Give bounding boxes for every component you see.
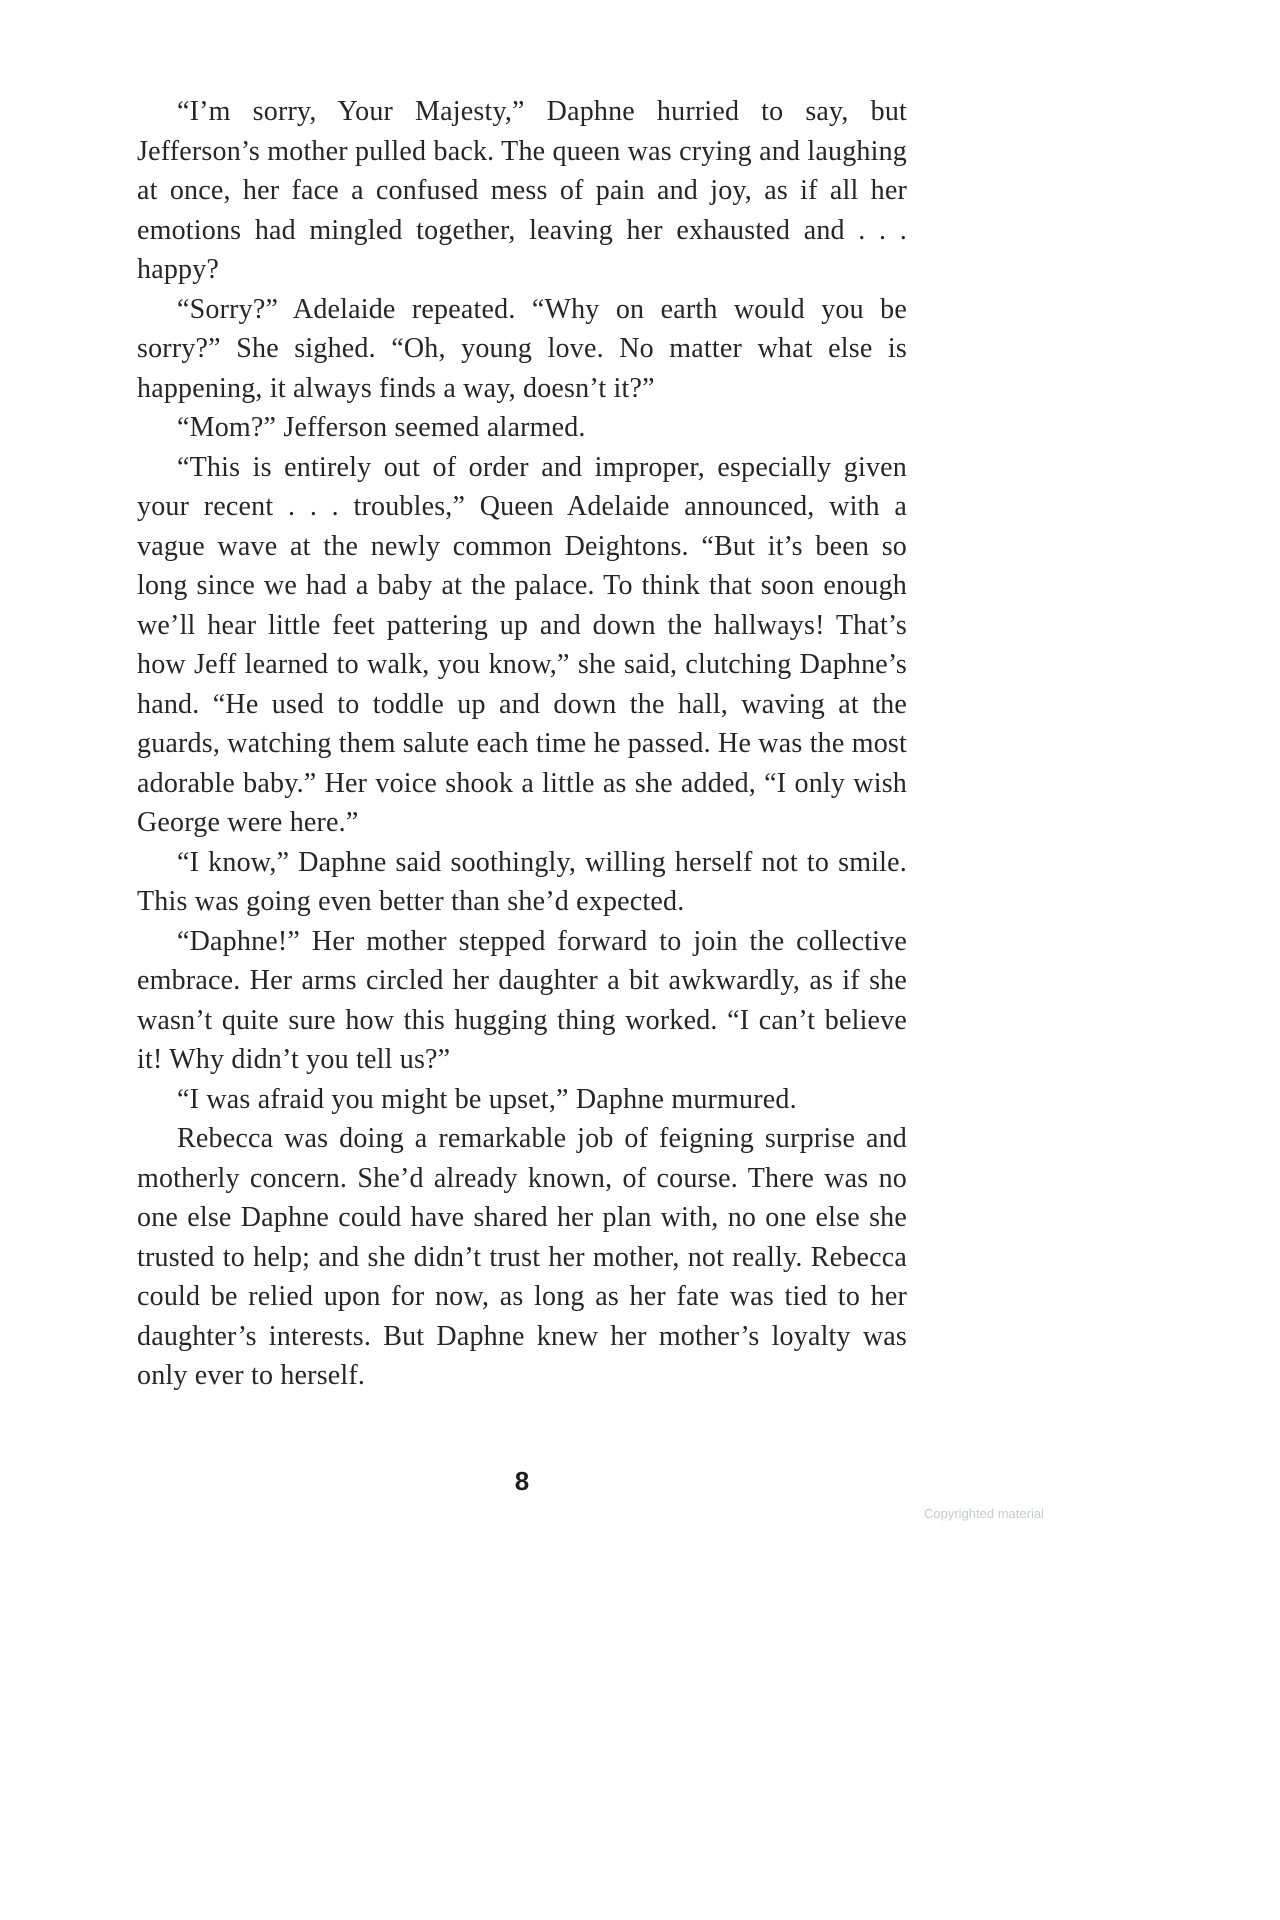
paragraph: “This is entirely out of order and improper, especially given your recent . . . troubles,” Queen Adelaide announced, with a vague wave at the newly common Deightons. “But it’s been so long since we had a baby at the palace. To think that soon enough we’ll hear little feet pattering up and down the hallways! That’s how Jeff learned to walk, you know,” she said, clutching Daphne’s hand. “He used to toddle up and down the hall, waving at the guards, watching them salute each time he passed. He was the most adorable baby.” Her voice shook a little as she added, “I only wish George were here.” <box>137 451 907 838</box>
paragraph: “Sorry?” Adelaide repeated. “Why on earth would you be sorry?” She sighed. “Oh, young love. No matter what else is happening, it always finds a way, doesn’t it?” <box>137 293 907 404</box>
paragraph: “I’m sorry, Your Majesty,” Daphne hurried to say, but Jefferson’s mother pulled back. The queen was crying and laughing at once, her face a confused mess of pain and joy, as if all her emotions had mingled together, leaving her exhausted and . . . happy? <box>137 96 907 285</box>
paragraph: “I was afraid you might be upset,” Daphne murmured. <box>177 1083 797 1115</box>
paragraph: “I know,” Daphne said soothingly, willing herself not to smile. This was going even better than she’d expected. <box>137 846 907 917</box>
copyright-watermark: Copyrighted material <box>924 1506 1044 1521</box>
paragraph: Rebecca was doing a remarkable job of feigning surprise and motherly concern. She’d already known, of course. There was no one else Daphne could have shared her plan with, no one else she trusted to help; and she didn’t trust her mother, not really. Rebecca could be relied upon for now, as long as her fate was tied to her daughter’s interests. But Daphne knew her mother’s loyalty was only ever to herself. <box>137 1123 907 1391</box>
paragraph: “Daphne!” Her mother stepped forward to join the collective embrace. Her arms circled her daughter a bit awkwardly, as if she wasn’t quite sure how this hugging thing worked. “I can’t believe it! Why didn’t you tell us?” <box>137 925 907 1075</box>
paragraph: “Mom?” Jefferson seemed alarmed. <box>177 412 586 443</box>
body-text <box>137 92 907 1396</box>
page-number: 8 <box>514 1466 530 1496</box>
